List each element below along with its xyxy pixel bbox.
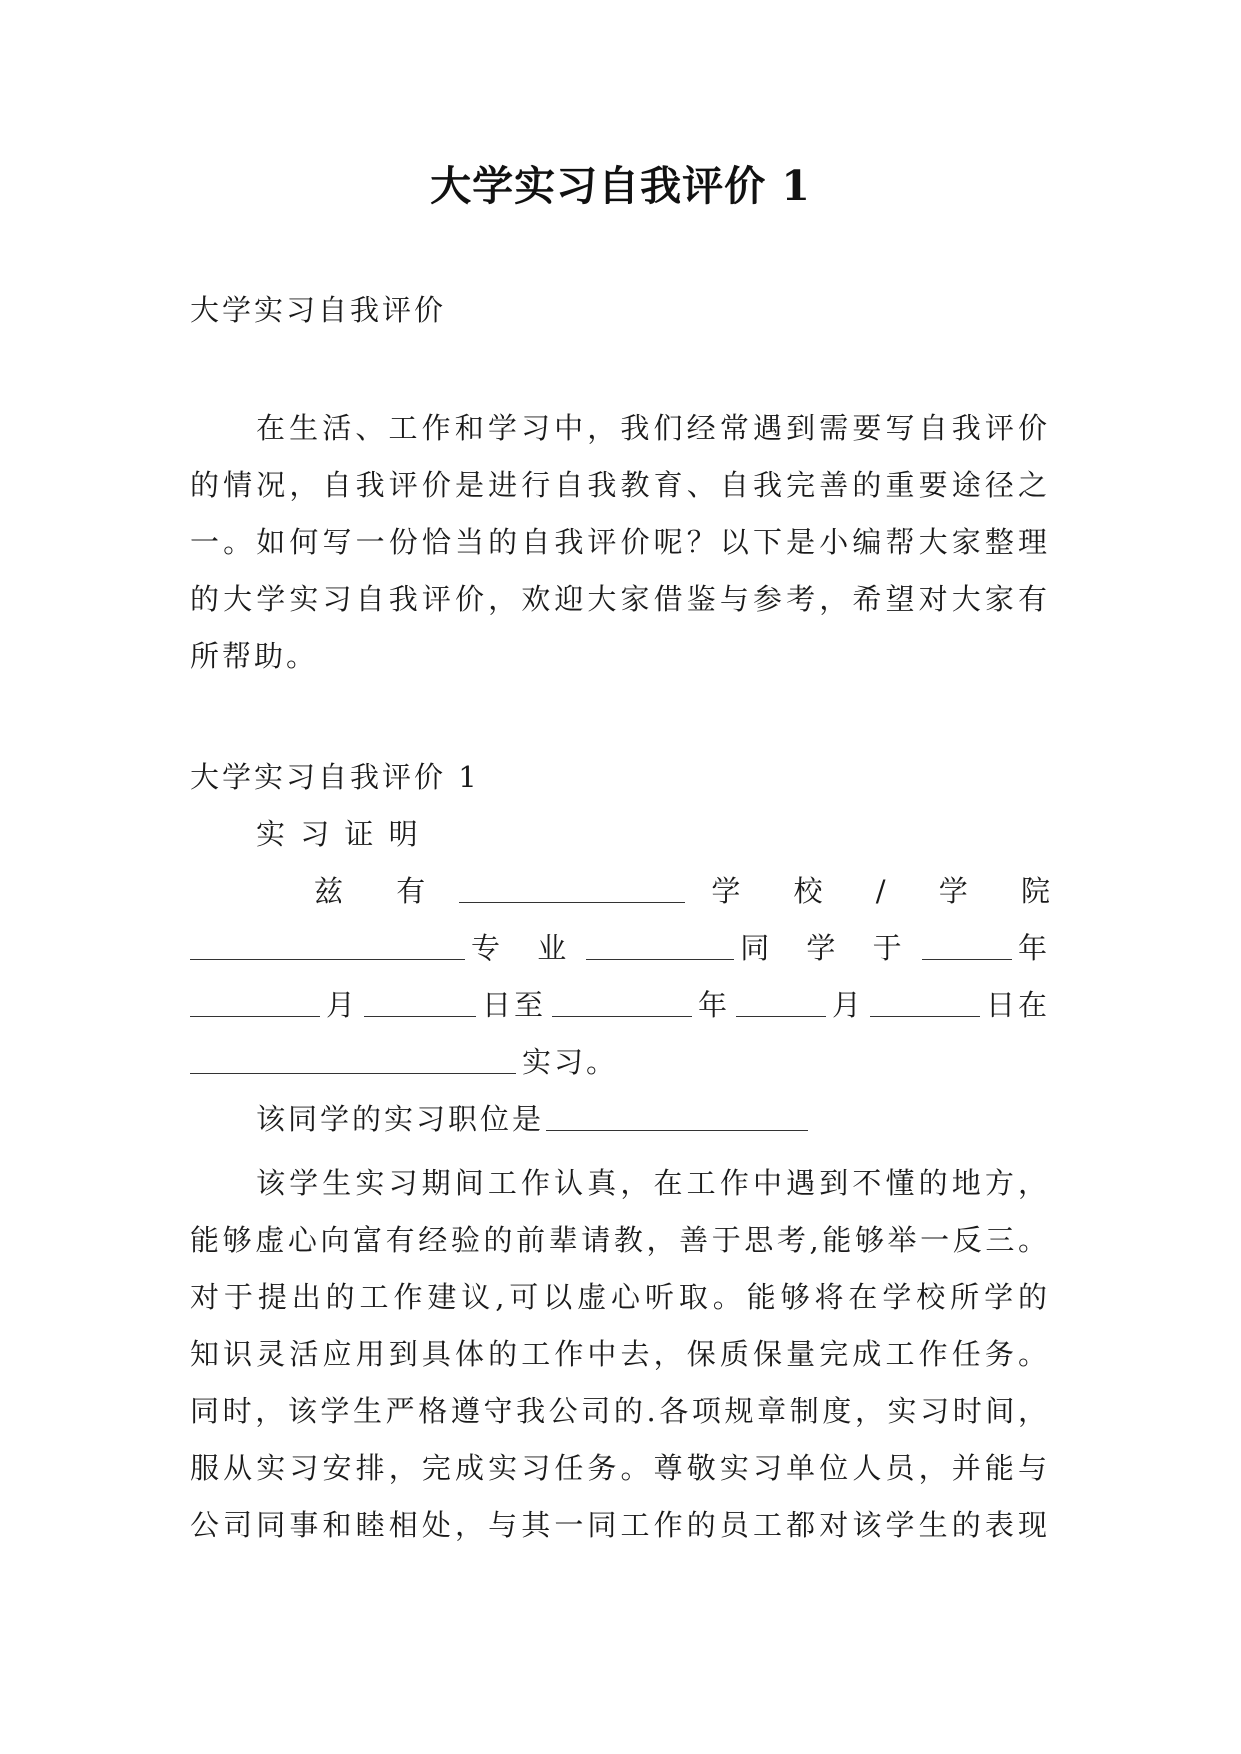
form-prefix-label: 兹 有 bbox=[314, 874, 448, 908]
document-heading: 大学实习自我评价 bbox=[190, 293, 447, 327]
company-blank bbox=[190, 1047, 516, 1074]
body-line-5: 同时，该学生严格遵守我公司的.各项规章制度，实习时间， bbox=[190, 1394, 1050, 1428]
form-row-1 bbox=[190, 871, 1072, 911]
position-label: 该同学的实习职位是 bbox=[256, 1102, 545, 1136]
major-label: 专 业 bbox=[471, 931, 581, 965]
year-label-1: 年 bbox=[1017, 931, 1050, 965]
body-line-6: 服从实习安排，完成实习任务。尊敬实习单位人员，并能与 bbox=[190, 1451, 1050, 1485]
form-row-3 bbox=[190, 985, 1050, 1025]
year-label-2: 年 bbox=[698, 988, 731, 1022]
intro-line-3: 一。如何写一份恰当的自我评价呢？以下是小编帮大家整理 bbox=[190, 525, 1050, 559]
intro-line-5: 所帮助。 bbox=[190, 639, 319, 673]
start-year-blank bbox=[922, 933, 1012, 960]
position-blank bbox=[546, 1104, 808, 1131]
department-blank bbox=[190, 933, 465, 960]
section-title: 大学实习自我评价 1 bbox=[190, 760, 480, 794]
document-title: 大学实习自我评价 1 bbox=[430, 162, 811, 210]
student-label: 同 学 于 bbox=[740, 931, 916, 965]
form-row-2 bbox=[190, 928, 1050, 968]
internship-label: 实习。 bbox=[522, 1045, 619, 1079]
end-day-blank bbox=[870, 990, 980, 1017]
intro-line-1: 在生活、工作和学习中，我们经常遇到需要写自我评价 bbox=[256, 411, 1050, 445]
intro-line-4: 的大学实习自我评价，欢迎大家借鉴与参考，希望对大家有 bbox=[190, 582, 1050, 616]
school-label: 学 校 / 学 院 bbox=[711, 874, 1072, 908]
start-day-blank bbox=[364, 990, 476, 1017]
day-to-label: 日至 bbox=[482, 988, 547, 1022]
form-row-4 bbox=[190, 1042, 1050, 1082]
body-line-4: 知识灵活应用到具体的工作中去，保质保量完成工作任务。 bbox=[190, 1337, 1050, 1371]
start-month-blank bbox=[190, 990, 320, 1017]
body-line-7: 公司同事和睦相处，与其一同工作的员工都对该学生的表现 bbox=[190, 1508, 1050, 1542]
month-label-1: 月 bbox=[326, 988, 359, 1022]
body-line-3: 对于提出的工作建议,可以虚心听取。能够将在学校所学的 bbox=[190, 1280, 1050, 1314]
name-blank bbox=[459, 876, 685, 903]
end-year-blank bbox=[552, 990, 692, 1017]
certificate-title: 实 习 证 明 bbox=[256, 817, 421, 851]
day-at-label: 日在 bbox=[985, 988, 1050, 1022]
end-month-blank bbox=[736, 990, 826, 1017]
body-line-2: 能够虚心向富有经验的前辈请教，善于思考,能够举一反三。 bbox=[190, 1223, 1050, 1257]
form-row-5 bbox=[190, 1099, 1050, 1139]
major-blank bbox=[586, 933, 734, 960]
month-label-2: 月 bbox=[832, 988, 865, 1022]
body-line-1: 该学生实习期间工作认真，在工作中遇到不懂的地方， bbox=[256, 1166, 1050, 1200]
intro-line-2: 的情况，自我评价是进行自我教育、自我完善的重要途径之 bbox=[190, 468, 1050, 502]
